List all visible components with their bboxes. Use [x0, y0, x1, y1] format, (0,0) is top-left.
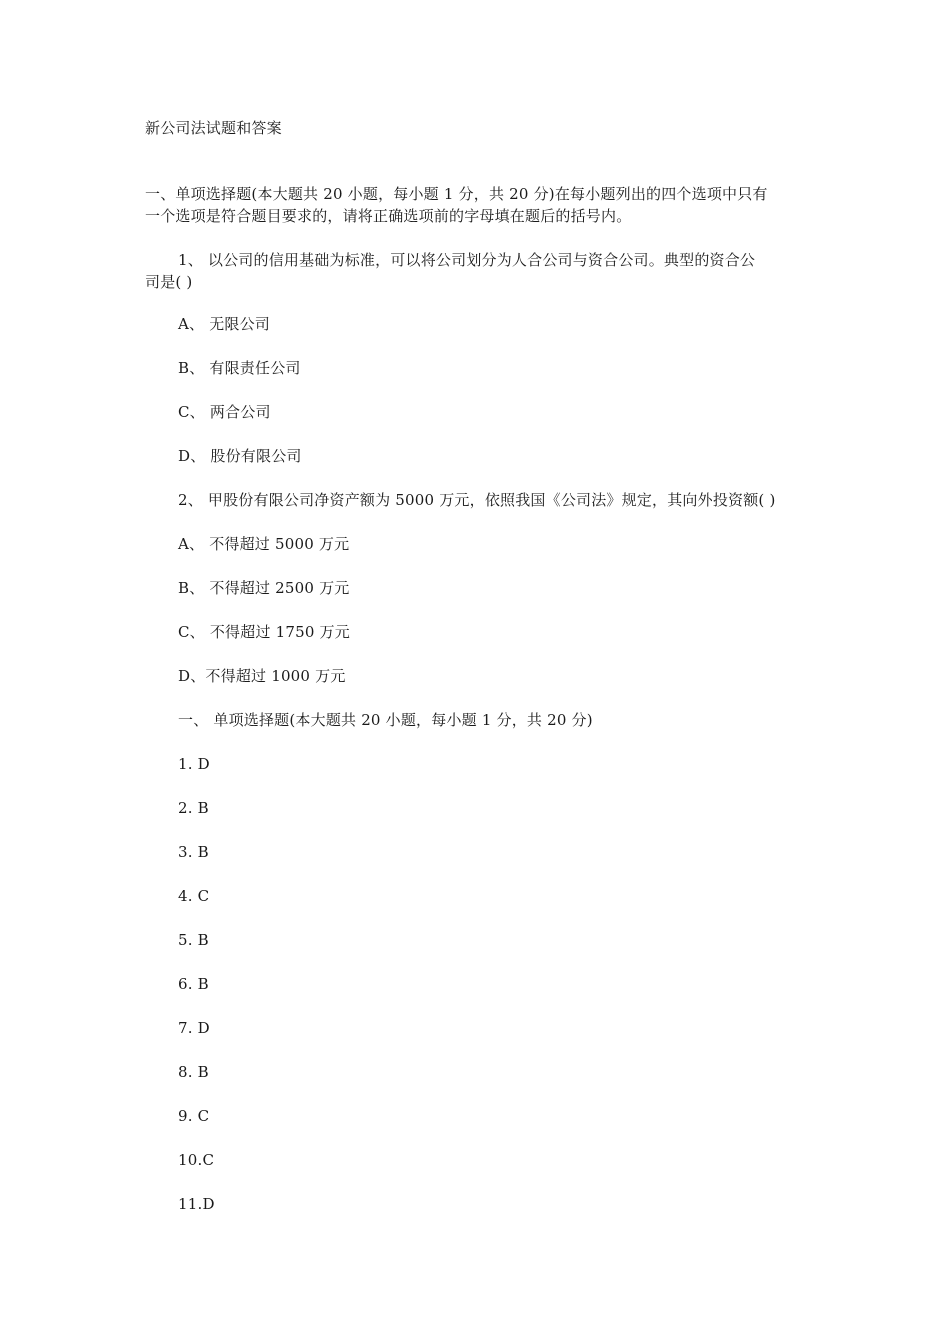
question-1-option-a: A、 无限公司: [178, 315, 271, 333]
question-1-line-2: 司是( ): [145, 273, 193, 291]
question-1-option-c: C、 两合公司: [178, 403, 271, 421]
answer-item: 10.C: [178, 1151, 215, 1169]
answer-item: 3. B: [178, 843, 209, 861]
answer-item: 2. B: [178, 799, 209, 817]
question-2-line: 2、 甲股份有限公司净资产额为 5000 万元，依照我国《公司法》规定，其向外投资额( ): [178, 491, 776, 509]
section-intro-line-1: 一、单项选择题(本大题共 20 小题，每小题 1 分，共 20 分)在每小题列出的四个选项中只有: [145, 185, 768, 203]
answer-item: 11.D: [178, 1195, 215, 1213]
answer-item: 5. B: [178, 931, 209, 949]
answers-heading: 一、 单项选择题(本大题共 20 小题，每小题 1 分，共 20 分): [178, 711, 593, 729]
answer-item: 9. C: [178, 1107, 210, 1125]
answer-item: 1. D: [178, 755, 210, 773]
answer-item: 6. B: [178, 975, 209, 993]
question-1-line-1: 1、 以公司的信用基础为标准，可以将公司划分为人合公司与资合公司。典型的资合公: [178, 251, 756, 269]
question-1-option-b: B、 有限责任公司: [178, 359, 301, 377]
question-2-option-a: A、 不得超过 5000 万元: [178, 535, 350, 553]
document-title: 新公司法试题和答案: [145, 119, 282, 137]
answer-item: 8. B: [178, 1063, 209, 1081]
question-2-option-d: D、不得超过 1000 万元: [178, 667, 346, 685]
question-1-option-d: D、 股份有限公司: [178, 447, 302, 465]
question-2-option-b: B、 不得超过 2500 万元: [178, 579, 350, 597]
section-intro-line-2: 一个选项是符合题目要求的，请将正确选项前的字母填在题后的括号内。: [145, 207, 632, 225]
answer-item: 7. D: [178, 1019, 210, 1037]
answer-item: 4. C: [178, 887, 210, 905]
question-2-option-c: C、 不得超过 1750 万元: [178, 623, 350, 641]
